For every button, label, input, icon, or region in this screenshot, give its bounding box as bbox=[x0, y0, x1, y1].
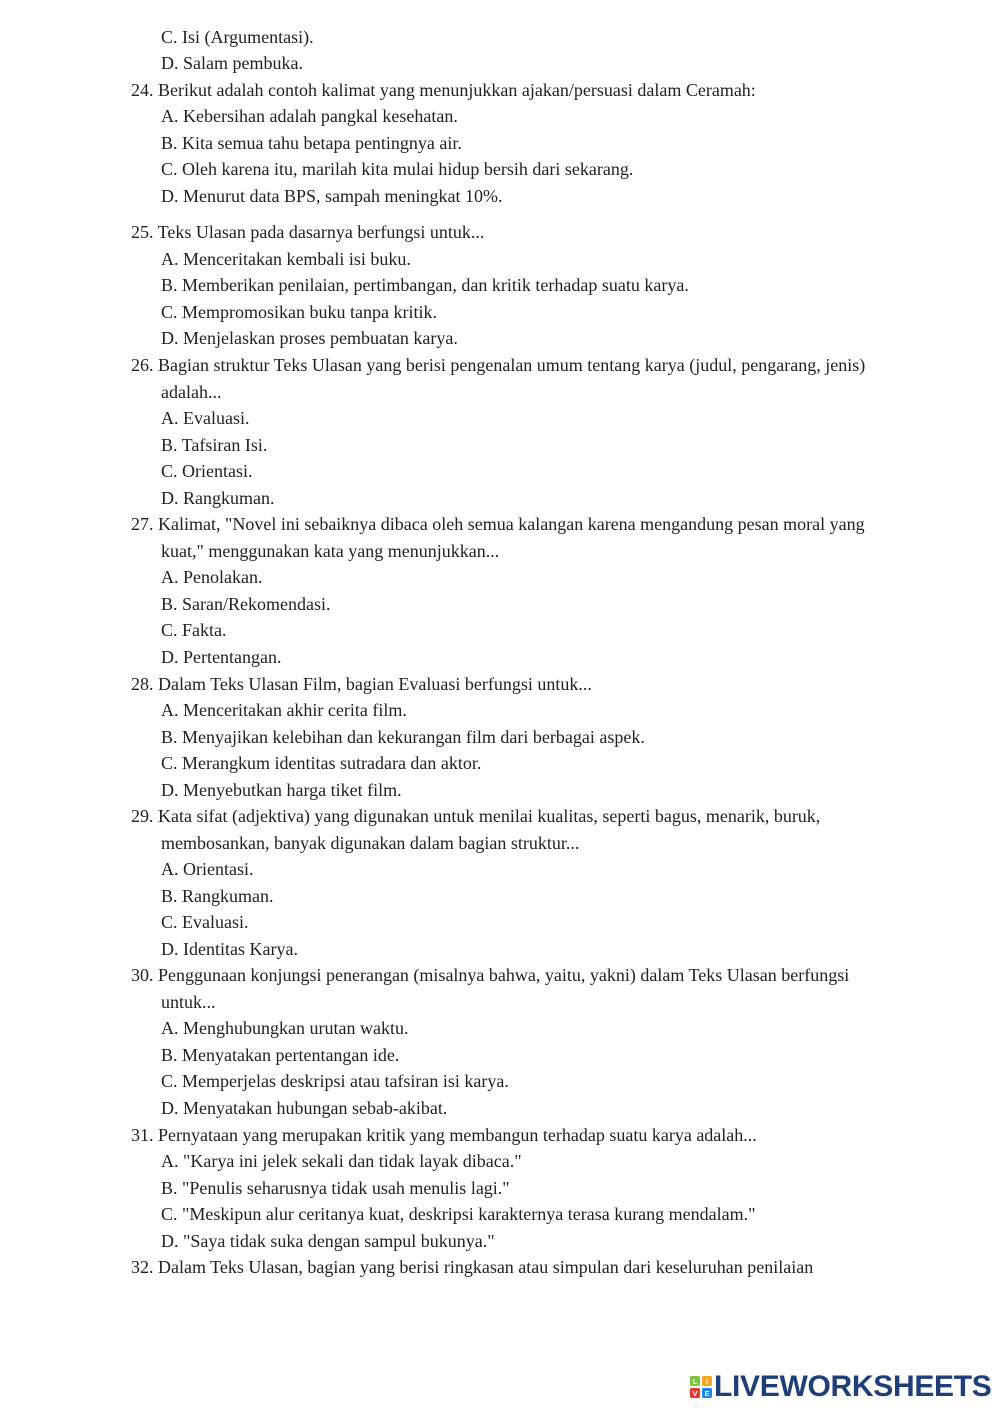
option-a-q24: A. Kebersihan adalah pangkal kesehatan. bbox=[161, 106, 458, 126]
question-27: 27. Kalimat, "Novel ini sebaiknya dibaca oleh semua kalangan karena mengandung pesan moral yang bbox=[131, 514, 865, 534]
liveworksheets-brand[interactable] bbox=[690, 1371, 992, 1403]
option-b-q30: B. Menyatakan pertentangan ide. bbox=[161, 1045, 400, 1065]
option-d-q23: D. Salam pembuka. bbox=[161, 53, 303, 73]
question-28: 28. Dalam Teks Ulasan Film, bagian Evaluasi berfungsi untuk... bbox=[131, 674, 592, 694]
option-a-q29: A. Orientasi. bbox=[161, 859, 254, 879]
question-29-cont: membosankan, banyak digunakan dalam bagian struktur... bbox=[161, 833, 580, 853]
option-c-q30: C. Memperjelas deskripsi atau tafsiran isi karya. bbox=[161, 1071, 509, 1091]
question-26-cont: adalah... bbox=[161, 382, 222, 402]
option-c-q31: C. "Meskipun alur ceritanya kuat, deskripsi karakternya terasa kurang mendalam." bbox=[161, 1204, 756, 1224]
question-30-cont: untuk... bbox=[161, 992, 216, 1012]
svg-text:V: V bbox=[692, 1389, 698, 1398]
option-c-q23: C. Isi (Argumentasi). bbox=[161, 27, 314, 47]
option-b-q24: B. Kita semua tahu betapa pentingnya air. bbox=[161, 133, 462, 153]
option-d-q29: D. Identitas Karya. bbox=[161, 939, 298, 959]
option-a-q28: A. Menceritakan akhir cerita film. bbox=[161, 700, 407, 720]
question-32: 32. Dalam Teks Ulasan, bagian yang berisi ringkasan atau simpulan dari keseluruhan penilaian bbox=[131, 1257, 814, 1277]
question-25: 25. Teks Ulasan pada dasarnya berfungsi untuk... bbox=[131, 222, 485, 242]
option-d-q27: D. Pertentangan. bbox=[161, 647, 282, 667]
option-a-q26: A. Evaluasi. bbox=[161, 408, 250, 428]
svg-text:L: L bbox=[692, 1377, 698, 1387]
option-a-q31: A. "Karya ini jelek sekali dan tidak layak dibaca." bbox=[161, 1151, 522, 1171]
question-27-cont: kuat," menggunakan kata yang menunjukkan... bbox=[161, 541, 500, 561]
option-b-q28: B. Menyajikan kelebihan dan kekurangan film dari berbagai aspek. bbox=[161, 727, 645, 747]
option-a-q27: A. Penolakan. bbox=[161, 567, 263, 587]
option-c-q25: C. Mempromosikan buku tanpa kritik. bbox=[161, 302, 437, 322]
option-c-q28: C. Merangkum identitas sutradara dan aktor. bbox=[161, 753, 482, 773]
question-29: 29. Kata sifat (adjektiva) yang digunakan untuk menilai kualitas, seperti bagus, menarik, buruk, bbox=[131, 806, 821, 826]
svg-text:E: E bbox=[704, 1389, 710, 1398]
option-c-q24: C. Oleh karena itu, marilah kita mulai hidup bersih dari sekarang. bbox=[161, 159, 634, 179]
option-b-q31: B. "Penulis seharusnya tidak usah menulis lagi." bbox=[161, 1178, 510, 1198]
question-26: 26. Bagian struktur Teks Ulasan yang berisi pengenalan umum tentang karya (judul, pengarang, jenis) bbox=[131, 355, 866, 375]
option-d-q28: D. Menyebutkan harga tiket film. bbox=[161, 780, 402, 800]
option-b-q26: B. Tafsiran Isi. bbox=[161, 435, 268, 455]
question-30: 30. Penggunaan konjungsi penerangan (misalnya bahwa, yaitu, yakni) dalam Teks Ulasan berfungsi bbox=[131, 965, 850, 985]
option-b-q27: B. Saran/Rekomendasi. bbox=[161, 594, 331, 614]
option-c-q26: C. Orientasi. bbox=[161, 461, 253, 481]
option-d-q31: D. "Saya tidak suka dengan sampul bukunya." bbox=[161, 1231, 495, 1251]
option-c-q27: C. Fakta. bbox=[161, 620, 227, 640]
liveworksheets-logo-icon bbox=[690, 1376, 712, 1398]
option-d-q26: D. Rangkuman. bbox=[161, 488, 275, 508]
option-a-q25: A. Menceritakan kembali isi buku. bbox=[161, 249, 411, 269]
question-24: 24. Berikut adalah contoh kalimat yang menunjukkan ajakan/persuasi dalam Ceramah: bbox=[131, 80, 756, 100]
option-a-q30: A. Menghubungkan urutan waktu. bbox=[161, 1018, 409, 1038]
svg-text:I: I bbox=[705, 1377, 709, 1387]
question-31: 31. Pernyataan yang merupakan kritik yang membangun terhadap suatu karya adalah... bbox=[131, 1125, 757, 1145]
option-d-q25: D. Menjelaskan proses pembuatan karya. bbox=[161, 328, 458, 348]
option-d-q30: D. Menyatakan hubungan sebab-akibat. bbox=[161, 1098, 448, 1118]
option-b-q29: B. Rangkuman. bbox=[161, 886, 274, 906]
option-d-q24: D. Menurut data BPS, sampah meningkat 10%. bbox=[161, 186, 503, 206]
liveworksheets-wordmark: LIVEWORKSHEETS bbox=[714, 1370, 992, 1403]
option-c-q29: C. Evaluasi. bbox=[161, 912, 249, 932]
option-b-q25: B. Memberikan penilaian, pertimbangan, dan kritik terhadap suatu karya. bbox=[161, 275, 689, 295]
